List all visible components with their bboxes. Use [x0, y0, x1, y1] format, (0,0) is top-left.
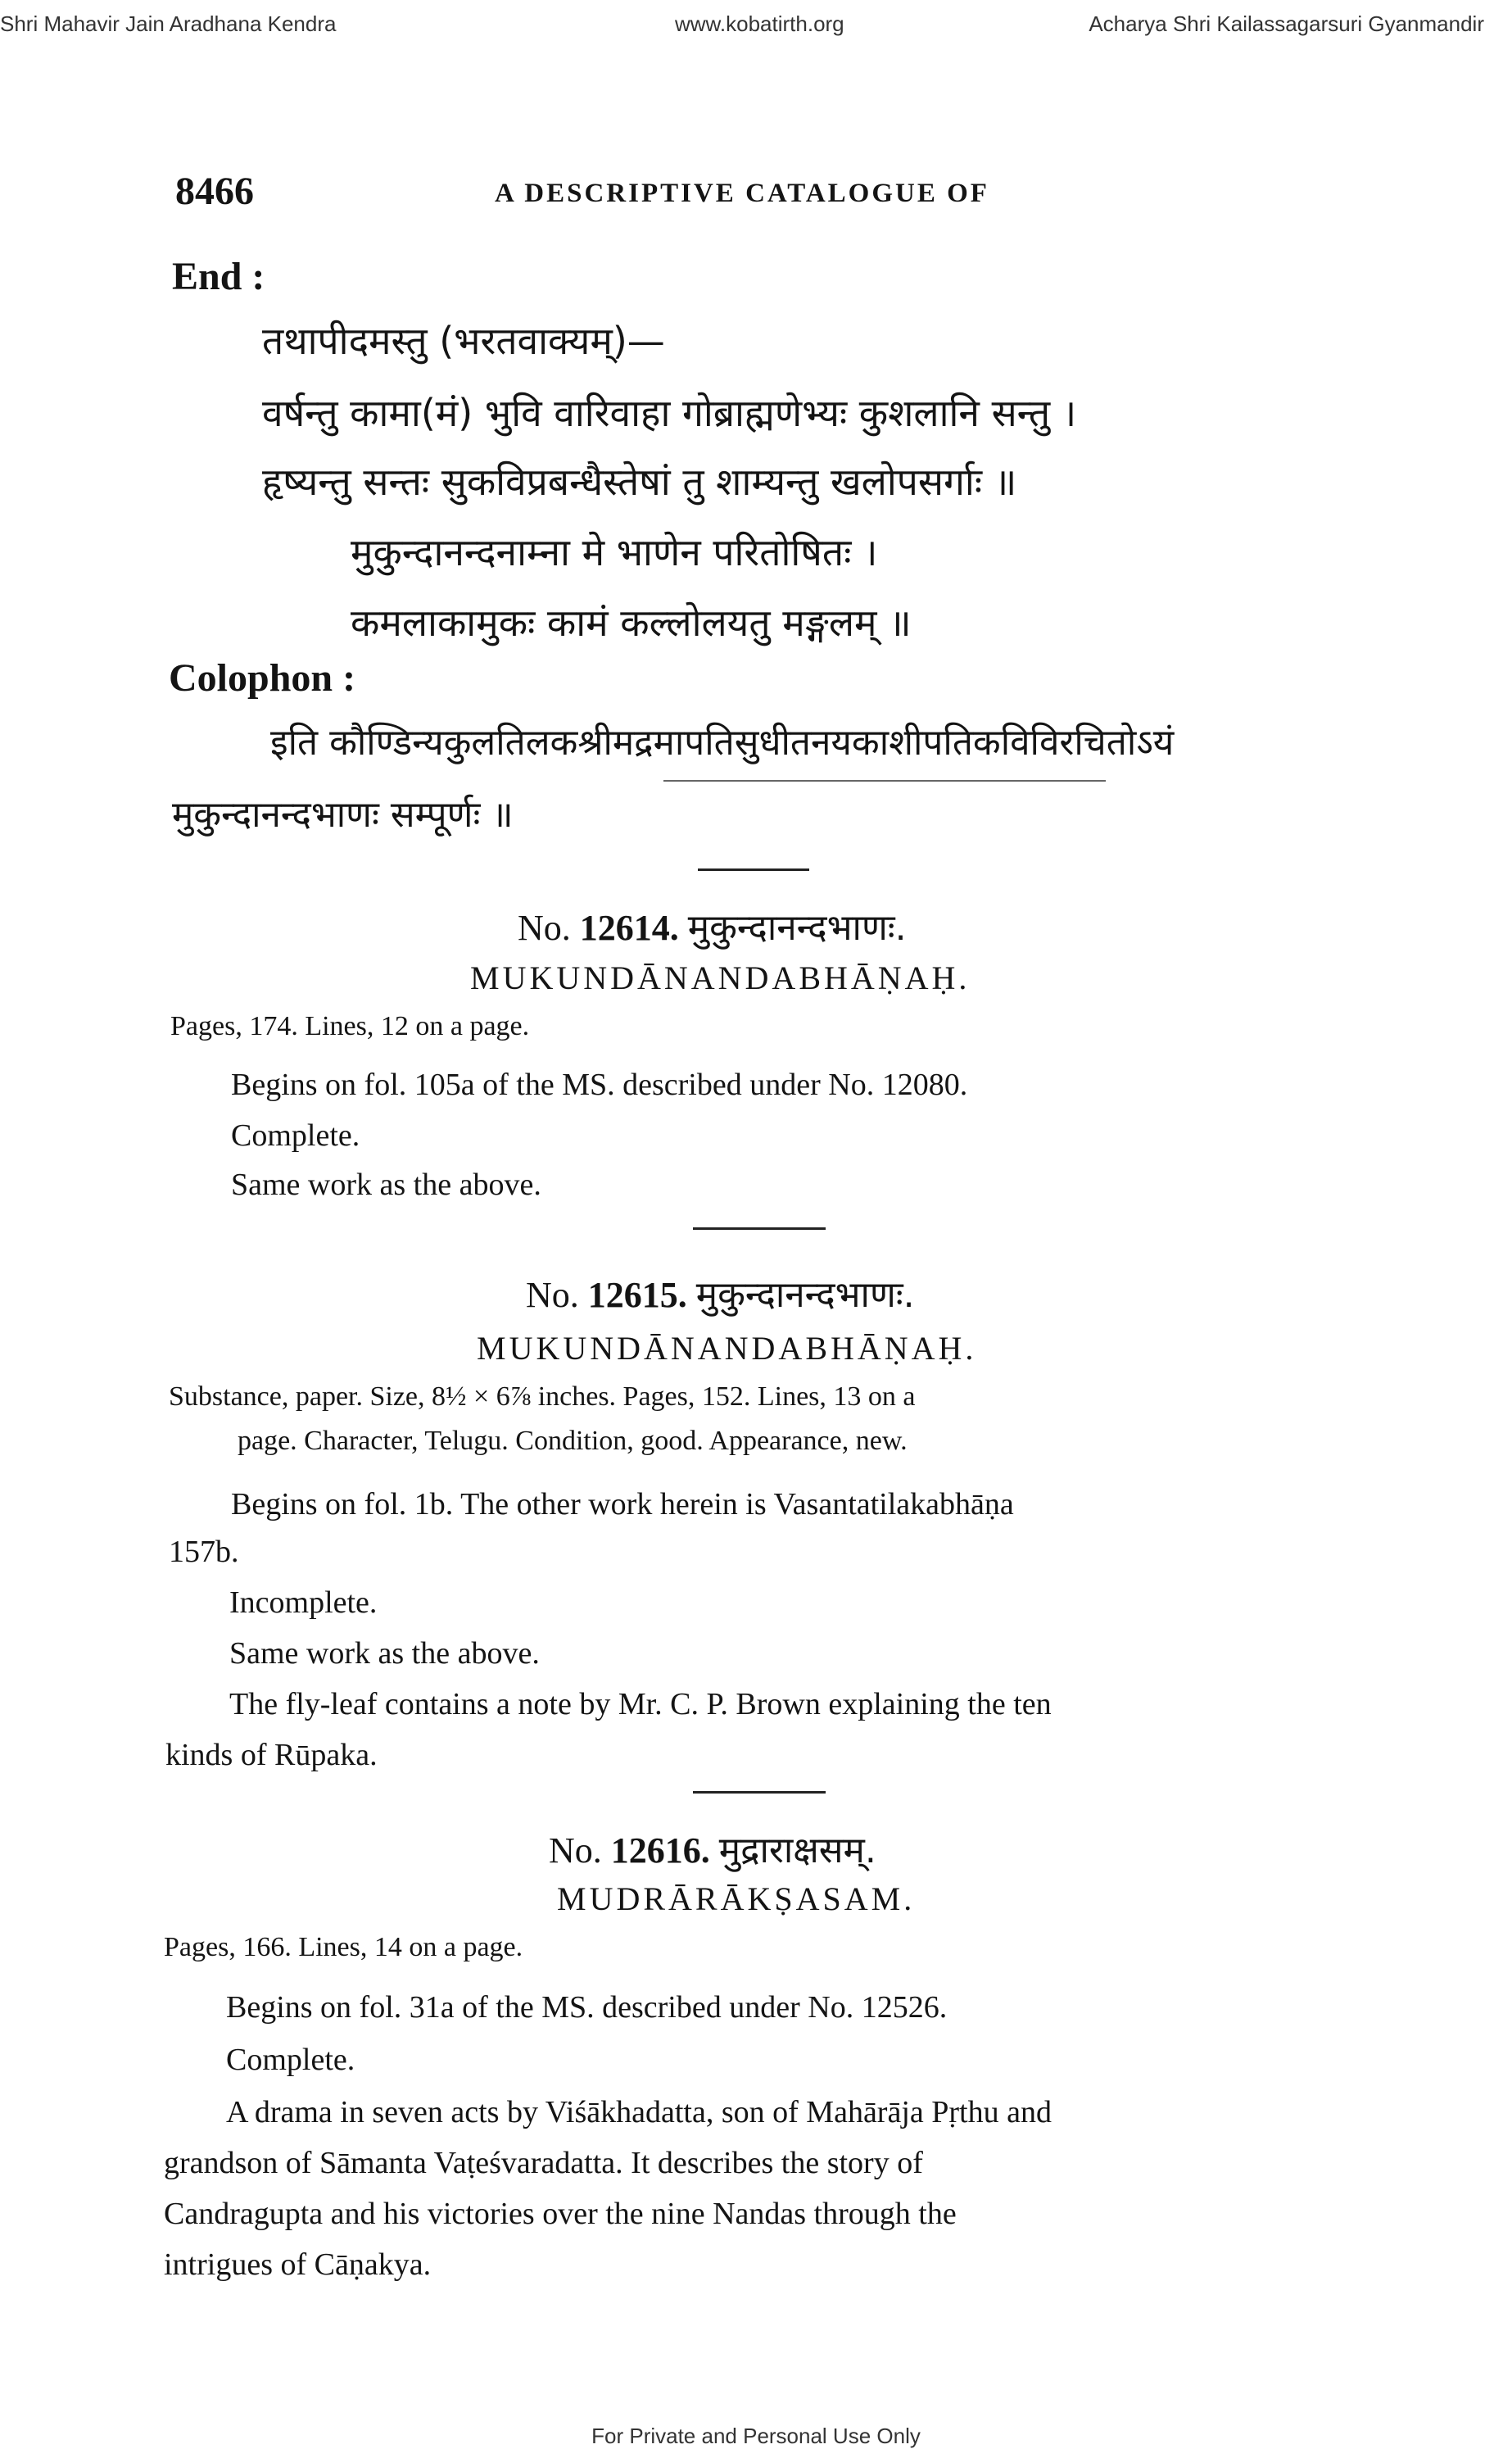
entry-body-line: 157b. — [169, 1535, 239, 1569]
section-divider — [698, 868, 809, 871]
colophon-line-2: मुकुन्दानन्दभाणः सम्पूर्णः ॥ — [172, 794, 514, 836]
entry-no-prefix: No. — [526, 1275, 579, 1315]
entry-body-line: Begins on fol. 1b. The other work herein is Vasantatilakabhāṇa — [231, 1487, 1014, 1522]
entry-meta-line-1: Substance, paper. Size, 8½ × 6⅞ inches. Pages, 152. Lines, 13 on a — [169, 1381, 916, 1412]
entry-title: MUDRĀRĀKṢASAM. — [557, 1880, 916, 1917]
entry-meta: Pages, 174. Lines, 12 on a page. — [170, 1011, 530, 1041]
entry-number: 12614. — [579, 908, 679, 948]
entry-devanagari-title: मुकुन्दानन्दभाणः. — [695, 1274, 915, 1316]
entry-devanagari-title: मुद्राराक्षसम्. — [718, 1830, 876, 1871]
end-label: End : — [172, 255, 265, 298]
footer-notice: For Private and Personal Use Only — [591, 2424, 921, 2448]
colophon-line-1: इति कौण्डिन्यकुलतिलकश्रीमद्रमापतिसुधीतनयकाशीपतिकविविरचितोऽयं — [270, 722, 1175, 764]
entry-body-line: Complete. — [226, 2043, 355, 2077]
entry-meta: Pages, 166. Lines, 14 on a page. — [164, 1932, 523, 1962]
entry-body-line: Candragupta and his victories over the nine Nandas through the — [164, 2197, 957, 2231]
header-left-text: Shri Mahavir Jain Aradhana Kendra — [0, 11, 337, 36]
entry-number: 12616. — [610, 1830, 710, 1871]
section-divider — [693, 1227, 826, 1230]
entry-title: MUKUNDĀNANDABHĀṆAḤ. — [477, 1330, 977, 1367]
entry-body-line: intrigues of Cāṇakya. — [164, 2247, 432, 2282]
entry-devanagari-title: मुकुन्दानन्दभाणः. — [687, 907, 907, 949]
entry-body-line: Begins on fol. 31a of the MS. described under No. 12526. — [226, 1990, 948, 2025]
entry-body-line: Begins on fol. 105a of the MS. described under No. 12080. — [231, 1068, 968, 1102]
entry-number: 12615. — [587, 1275, 687, 1315]
entry-no-prefix: No. — [518, 908, 571, 948]
end-line-5: कमलाकामुकः कामं कल्लोलयतु मङ्गलम् ॥ — [351, 601, 912, 645]
header-right-text: Acharya Shri Kailassagarsuri Gyanmandir — [1089, 11, 1484, 36]
page-number: 8466 — [175, 170, 254, 213]
entry-body-line: A drama in seven acts by Viśākhadatta, son of Mahārāja Pṛthu and — [226, 2095, 1052, 2129]
colophon-label: Colophon : — [169, 656, 356, 700]
colophon-underline — [663, 780, 1106, 782]
entry-body-line: Same work as the above. — [229, 1636, 540, 1671]
entry-heading — [549, 1824, 876, 1873]
end-line-2: वर्षन्तु कामा(मं) भुवि वारिवाहा गोब्राह्मणेभ्यः कुशलानि सन्तु । — [262, 391, 1077, 435]
end-line-3: हृष्यन्तु सन्तः सुकविप्रबन्धैस्तेषां तु शाम्यन्तु खलोपसर्गाः ॥ — [262, 460, 1017, 504]
entry-heading — [526, 1268, 915, 1317]
entry-body-line: Complete. — [231, 1118, 360, 1153]
entry-heading — [518, 901, 907, 950]
running-head: A DESCRIPTIVE CATALOGUE OF — [495, 179, 989, 208]
entry-body-line: kinds of Rūpaka. — [165, 1738, 378, 1772]
header-url-text[interactable]: www.kobatirth.org — [675, 11, 844, 36]
entry-no-prefix: No. — [549, 1830, 602, 1871]
entry-body-line: The fly-leaf contains a note by Mr. C. P. Brown explaining the ten — [229, 1687, 1052, 1721]
section-divider — [693, 1791, 826, 1794]
entry-body-line: Incomplete. — [229, 1585, 378, 1620]
end-line-1: तथापीदमस्तु (भरतवाक्यम्)— — [262, 319, 665, 363]
entry-body-line: Same work as the above. — [231, 1168, 541, 1202]
entry-body-line: grandson of Sāmanta Vaṭeśvaradatta. It describes the story of — [164, 2146, 923, 2180]
end-line-4: मुकुन्दानन्दनाम्ना मे भाणेन परितोषितः । — [351, 530, 878, 574]
entry-meta-line-2: page. Character, Telugu. Condition, good. Appearance, new. — [238, 1426, 908, 1456]
entry-title: MUKUNDĀNANDABHĀṆAḤ. — [470, 959, 971, 996]
